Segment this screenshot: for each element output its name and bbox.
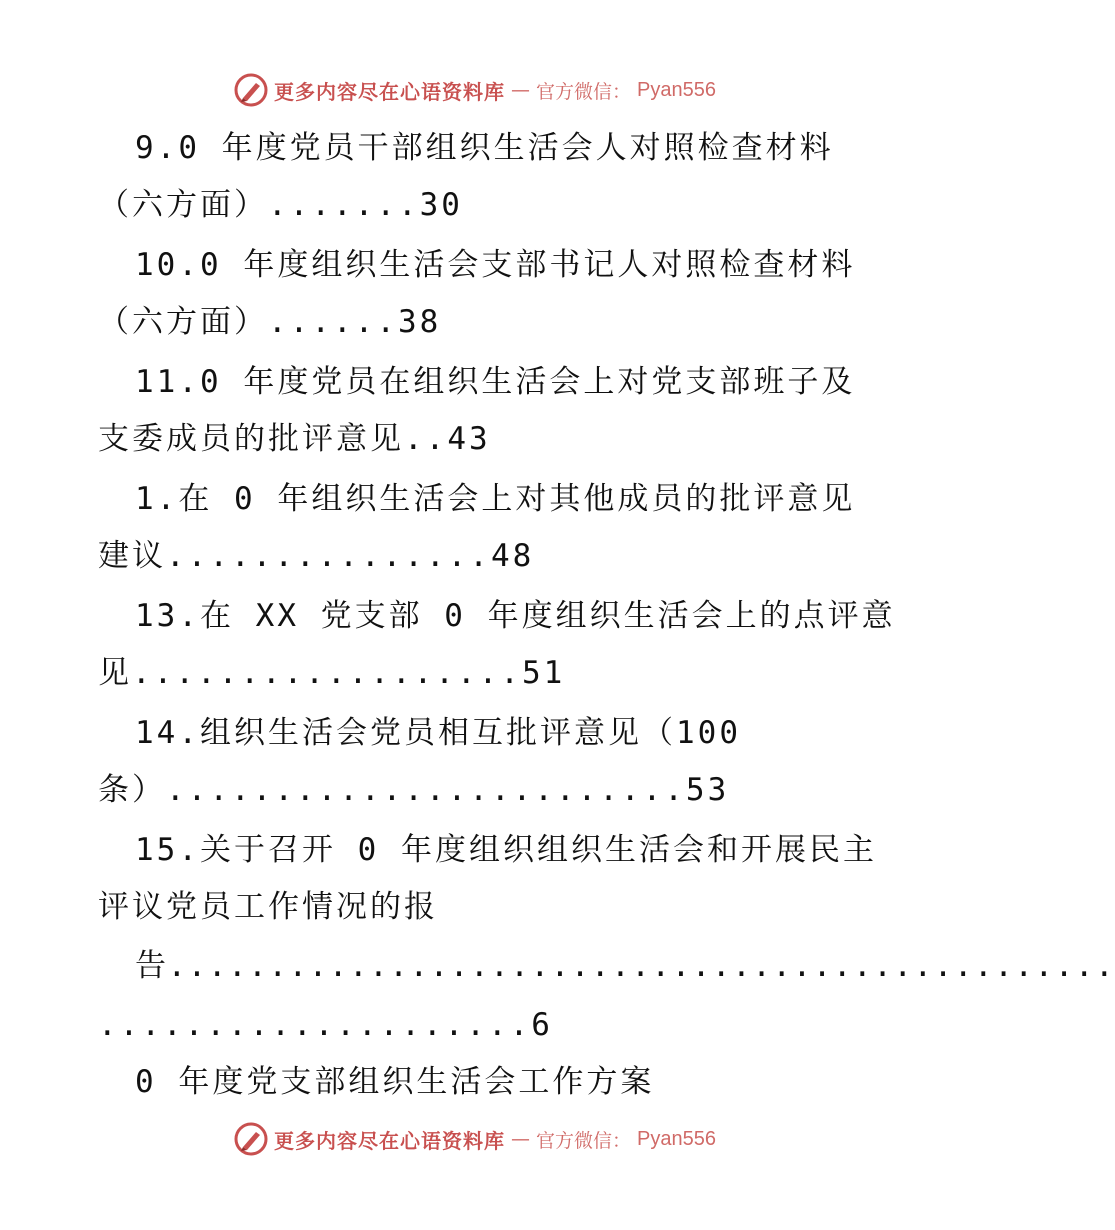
toc-line: 告...............................................: [135, 948, 1115, 984]
toc-line: ....................6: [98, 1007, 553, 1043]
watermark-banner-top: [0, 70, 950, 110]
watermark-banner-bottom: [0, 1119, 950, 1159]
watermark-separator: —: [511, 79, 530, 101]
toc-line: 15.关于召开 0 年度组织组织生活会和开展民主: [135, 832, 877, 868]
pen-logo-icon: [234, 73, 268, 107]
watermark-subtext: 官方微信：: [536, 1129, 632, 1152]
toc-line: 1.在 0 年组织生活会上对其他成员的批评意见: [135, 481, 856, 517]
watermark-text: 更多内容尽在心语资料库: [274, 1128, 505, 1153]
toc-line: 14.组织生活会党员相互批评意见（100: [135, 715, 741, 751]
watermark-account: Pyan556: [637, 1127, 716, 1150]
watermark-subtext: 官方微信：: [536, 80, 632, 103]
toc-line: 支委成员的批评意见..43: [98, 421, 491, 457]
toc-line: 10.0 年度组织生活会支部书记人对照检查材料: [135, 247, 856, 283]
watermark-text: 更多内容尽在心语资料库: [274, 79, 505, 104]
toc-line: 11.0 年度党员在组织生活会上对党支部班子及: [135, 364, 856, 400]
toc-line: 13.在 XX 党支部 0 年度组织生活会上的点评意: [135, 598, 896, 634]
watermark-account: Pyan556: [637, 78, 716, 101]
toc-line: 见..................51: [98, 655, 566, 691]
toc-line: 条）........................53: [98, 772, 730, 808]
toc-line: 建议...............48: [98, 538, 535, 574]
toc-line: （六方面）......38: [98, 304, 442, 340]
toc-line: 0 年度党支部组织生活会工作方案: [135, 1064, 655, 1100]
watermark-separator: —: [511, 1128, 530, 1150]
toc-line: （六方面）.......30: [98, 187, 463, 223]
toc-line: 评议党员工作情况的报: [98, 889, 438, 925]
toc-line: 9.0 年度党员干部组织生活会人对照检查材料: [135, 130, 834, 166]
pen-logo-icon: [234, 1122, 268, 1156]
